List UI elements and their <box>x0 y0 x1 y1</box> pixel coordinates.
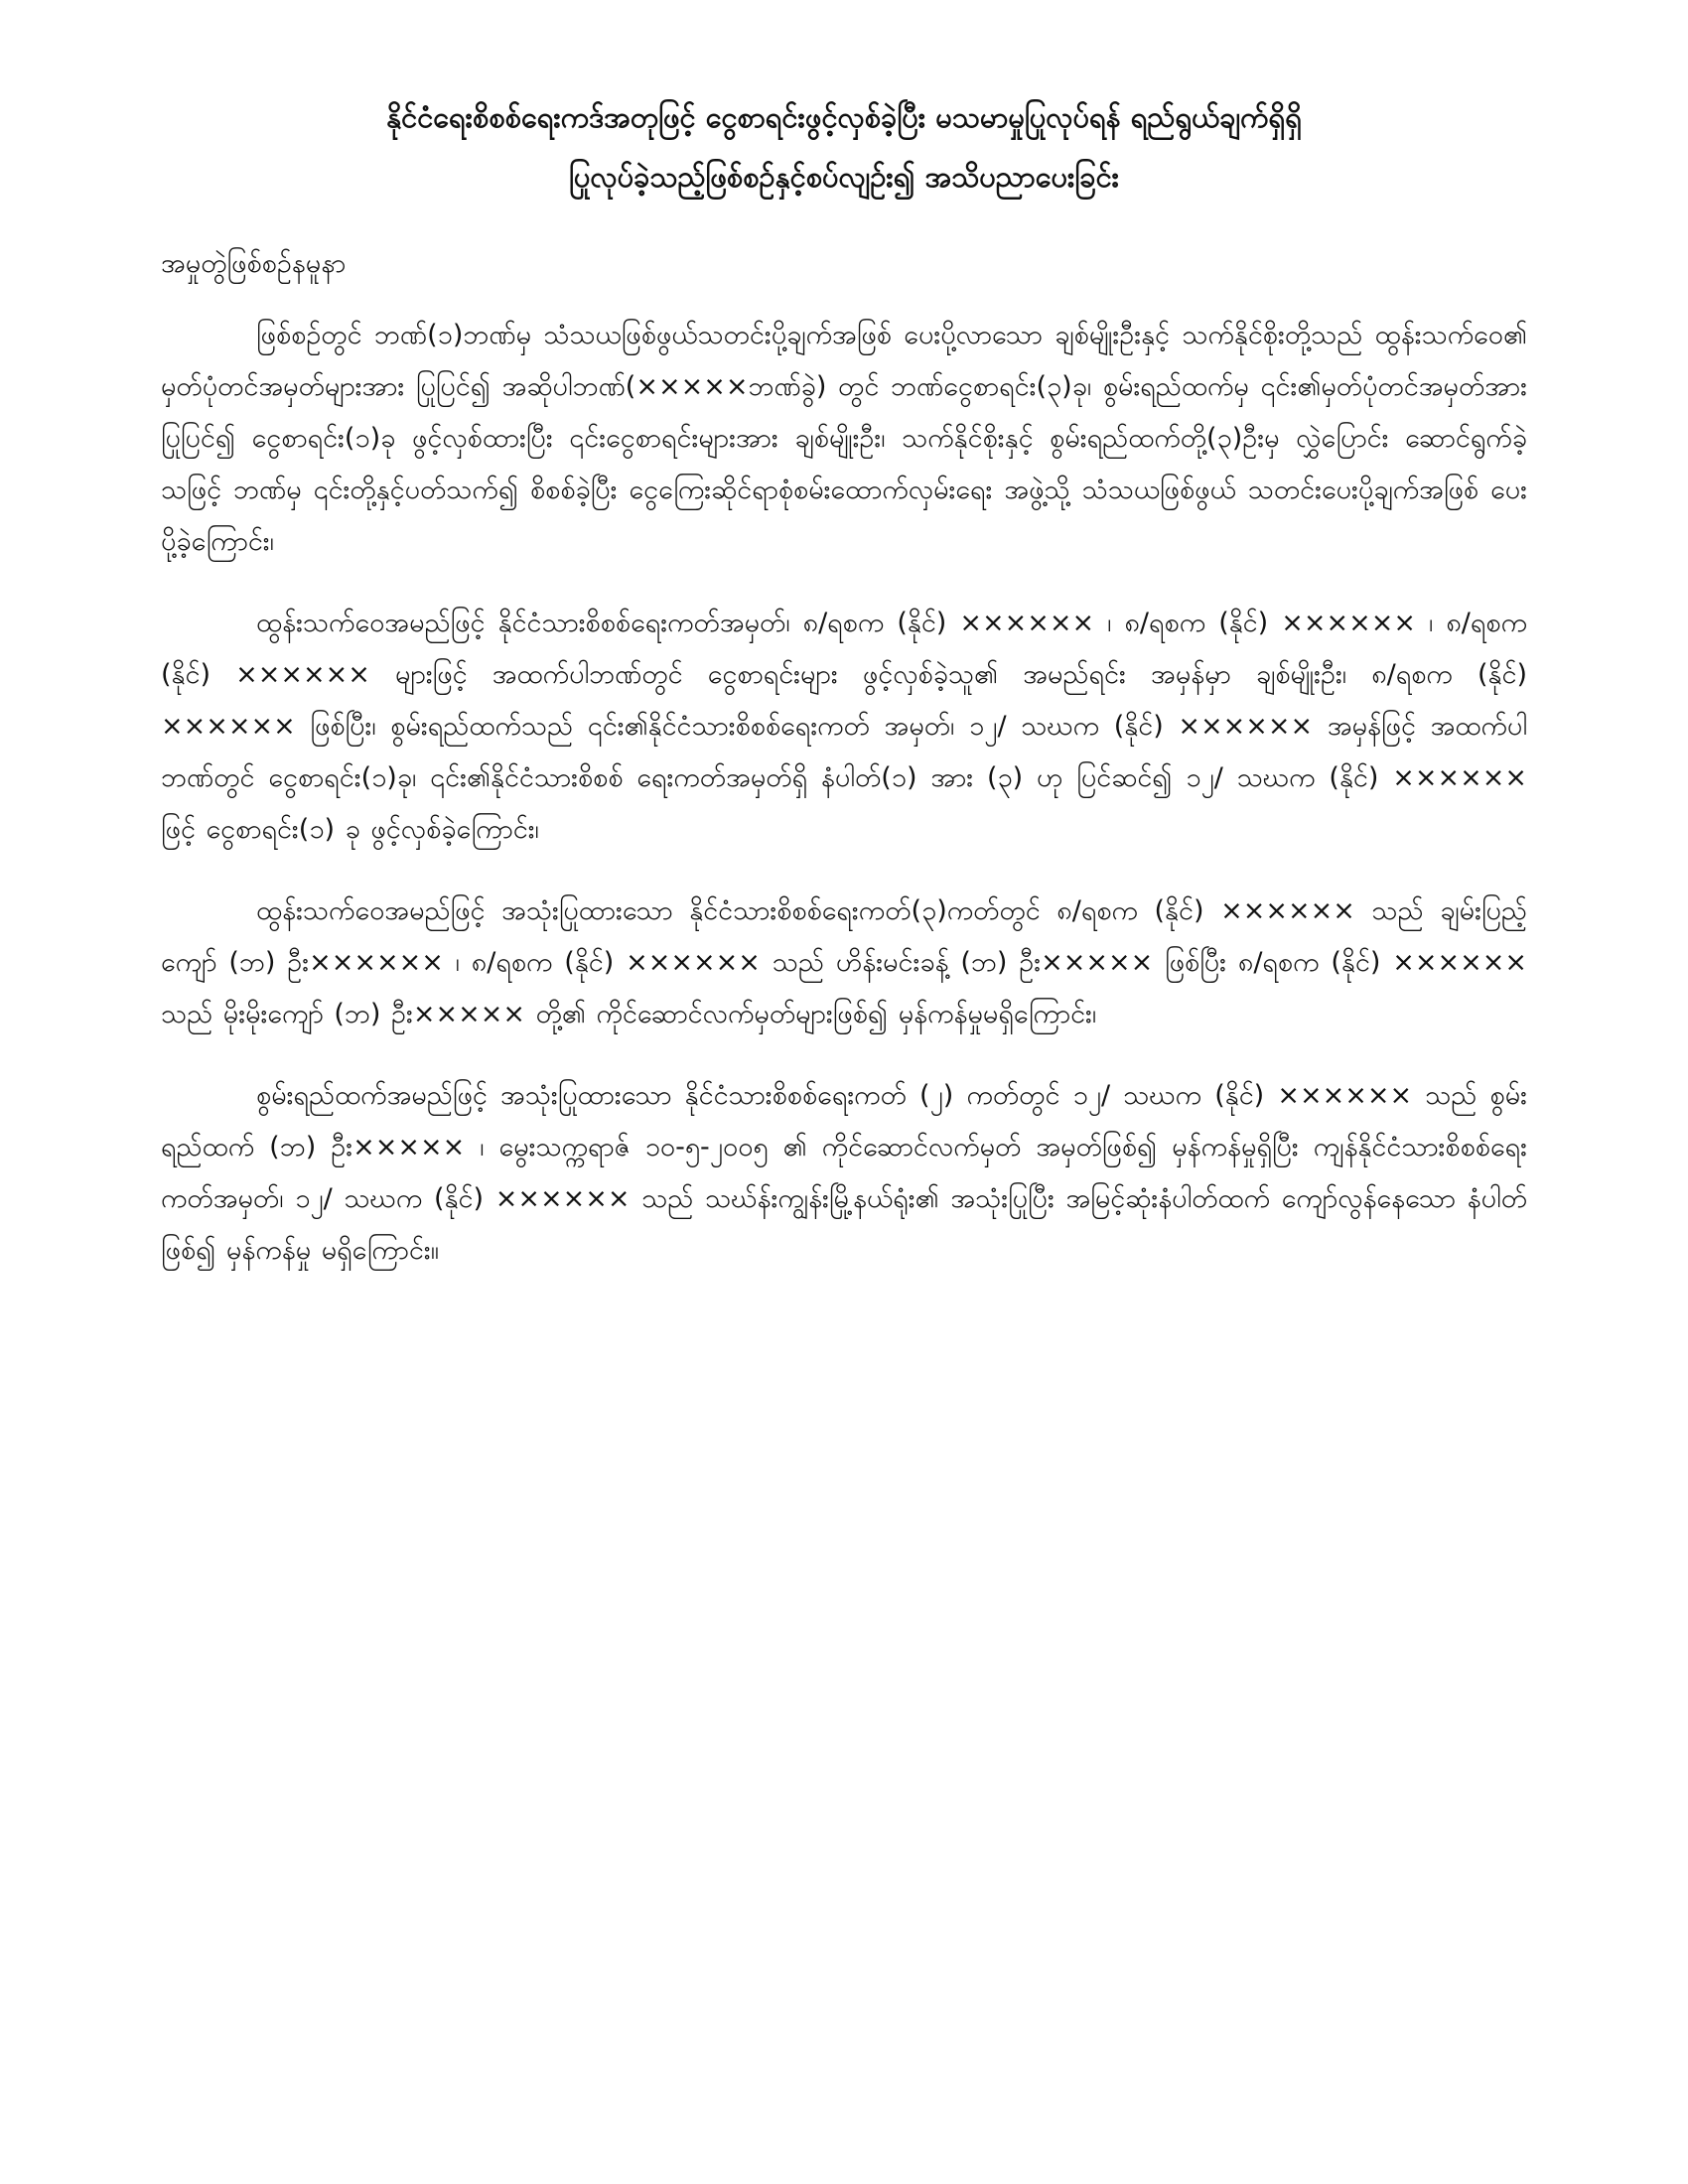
paragraph-1: ဖြစ်စဉ်တွင် ဘဏ်(၁)ဘဏ်မှ သံသယဖြစ်ဖွယ်သတင်းပို့ချက်အဖြစ် ပေးပို့လာသော ချစ်မျိုးဦးနှင့် သက်နိုင်စိုးတို့သည် ထွန်းသက်ဝေ၏ မှတ်ပုံတင်အမှတ်များအား ပြုပြင်၍ အဆိုပါဘဏ်(×××××ဘဏ်ခွဲ) တွင် ဘဏ်ငွေစာရင်း(၃)ခု၊ စွမ်းရည်ထက်မှ ၎င်း၏မှတ်ပုံတင်အမှတ်အား ပြုပြင်၍ ငွေစာရင်း(၁)ခု ဖွင့်လှစ်ထားပြီး ၎င်းငွေစာရင်းများအား ချစ်မျိုးဦး၊ သက်နိုင်စိုးနှင့် စွမ်းရည်ထက်တို့(၃)ဦးမှ လွှဲပြောင်း ဆောင်ရွက်ခဲ့သဖြင့် ဘဏ်မှ ၎င်းတို့နှင့်ပတ်သက်၍ စိစစ်ခဲ့ပြီး ငွေကြေးဆိုင်ရာစုံစမ်းထောက်လှမ်းရေး အဖွဲ့သို့ သံသယဖြစ်ဖွယ် သတင်းပေးပို့ချက်အဖြစ် ပေးပို့ခဲ့ကြောင်း၊ <box>161 320 1527 557</box>
paragraph-3: ထွန်းသက်ဝေအမည်ဖြင့် အသုံးပြုထားသော နိုင်ငံသားစိစစ်ရေးကတ်(၃)ကတ်တွင် ၈/ရစက (နိုင်) ×××××× သည် ချမ်းပြည့်ကျော် (ဘ) ဦး×××××× ၊ ၈/ရစက (နိုင်) ×××××× သည် ဟိန်းမင်းခန့် (ဘ) ဦး××××× ဖြစ်ပြီး ၈/ရစက (နိုင်) ×××××× သည် မိုးမိုးကျော် (ဘ) ဦး××××× တို့၏ ကိုင်ဆောင်လက်မှတ်များဖြစ်၍ မှန်ကန်မှုမရှိကြောင်း၊ <box>161 895 1527 1029</box>
document-page <box>161 87 1527 1277</box>
case-example-heading: အမှုတွဲဖြစ်စဉ်နမူနာ <box>161 248 347 279</box>
document-title-line-2: ပြုလုပ်ခဲ့သည့်ဖြစ်စဉ်နှင့်စပ်လျဉ်း၍ အသိပညာပေးခြင်း <box>568 160 1120 194</box>
paragraph-4: စွမ်းရည်ထက်အမည်ဖြင့် အသုံးပြုထားသော နိုင်ငံသားစိစစ်ရေးကတ် (၂) ကတ်တွင် ၁၂/ သဃက (နိုင်) ×××××× သည် စွမ်းရည်ထက် (ဘ) ဦး××××× ၊ မွေးသက္ကရာဇ် ၁၀-၅-၂၀၀၅ ၏ ကိုင်ဆောင်လက်မှတ် အမှတ်ဖြစ်၍ မှန်ကန်မှုရှိပြီး ကျန်နိုင်ငံသားစိစစ်ရေးကတ်အမှတ်၊ ၁၂/ သဃက (နိုင်) ×××××× သည် သဃ်န်းကျွန်းမြို့နယ်ရုံး၏ အသုံးပြုပြီး အမြင့်ဆုံးနံပါတ်ထက် ကျော်လွန်နေသော နံပါတ်ဖြစ်၍ မှန်ကန်မှု မရှိကြောင်း။ <box>161 1080 1527 1266</box>
paragraph-2: ထွန်းသက်ဝေအမည်ဖြင့် နိုင်ငံသားစိစစ်ရေးကတ်အမှတ်၊ ၈/ရစက (နိုင်) ×××××× ၊ ၈/ရစက (နိုင်) ×××××× ၊ ၈/ရစက (နိုင်) ×××××× များဖြင့် အထက်ပါဘဏ်တွင် ငွေစာရင်းများ ဖွင့်လှစ်ခဲ့သူ၏ အမည်ရင်း အမှန်မှာ ချစ်မျိုးဦး၊ ၈/ရစက (နိုင်) ×××××× ဖြစ်ပြီး၊ စွမ်းရည်ထက်သည် ၎င်း၏နိုင်ငံသားစိစစ်ရေးကတ် အမှတ်၊ ၁၂/ သဃက (နိုင်) ×××××× အမှန်ဖြင့် အထက်ပါဘဏ်တွင် ငွေစာရင်း(၁)ခု၊ ၎င်း၏နိုင်ငံသားစိစစ် ရေးကတ်အမှတ်ရှိ နံပါတ်(၁) အား (၃) ဟု ပြင်ဆင်၍ ၁၂/ သဃက (နိုင်) ×××××× ဖြင့် ငွေစာရင်း(၁) ခု ဖွင့်လှစ်ခဲ့ကြောင်း၊ <box>161 608 1527 845</box>
document-title-line-1: နိုင်ငံရေးစိစစ်ရေးကဒ်အတုဖြင့် ငွေစာရင်းဖွင့်လှစ်ခဲ့ပြီး မသမာမှုပြုလုပ်ရန် ရည်ရွယ်ချက်ရှိရှိ <box>386 100 1302 134</box>
document-title <box>161 87 1527 206</box>
